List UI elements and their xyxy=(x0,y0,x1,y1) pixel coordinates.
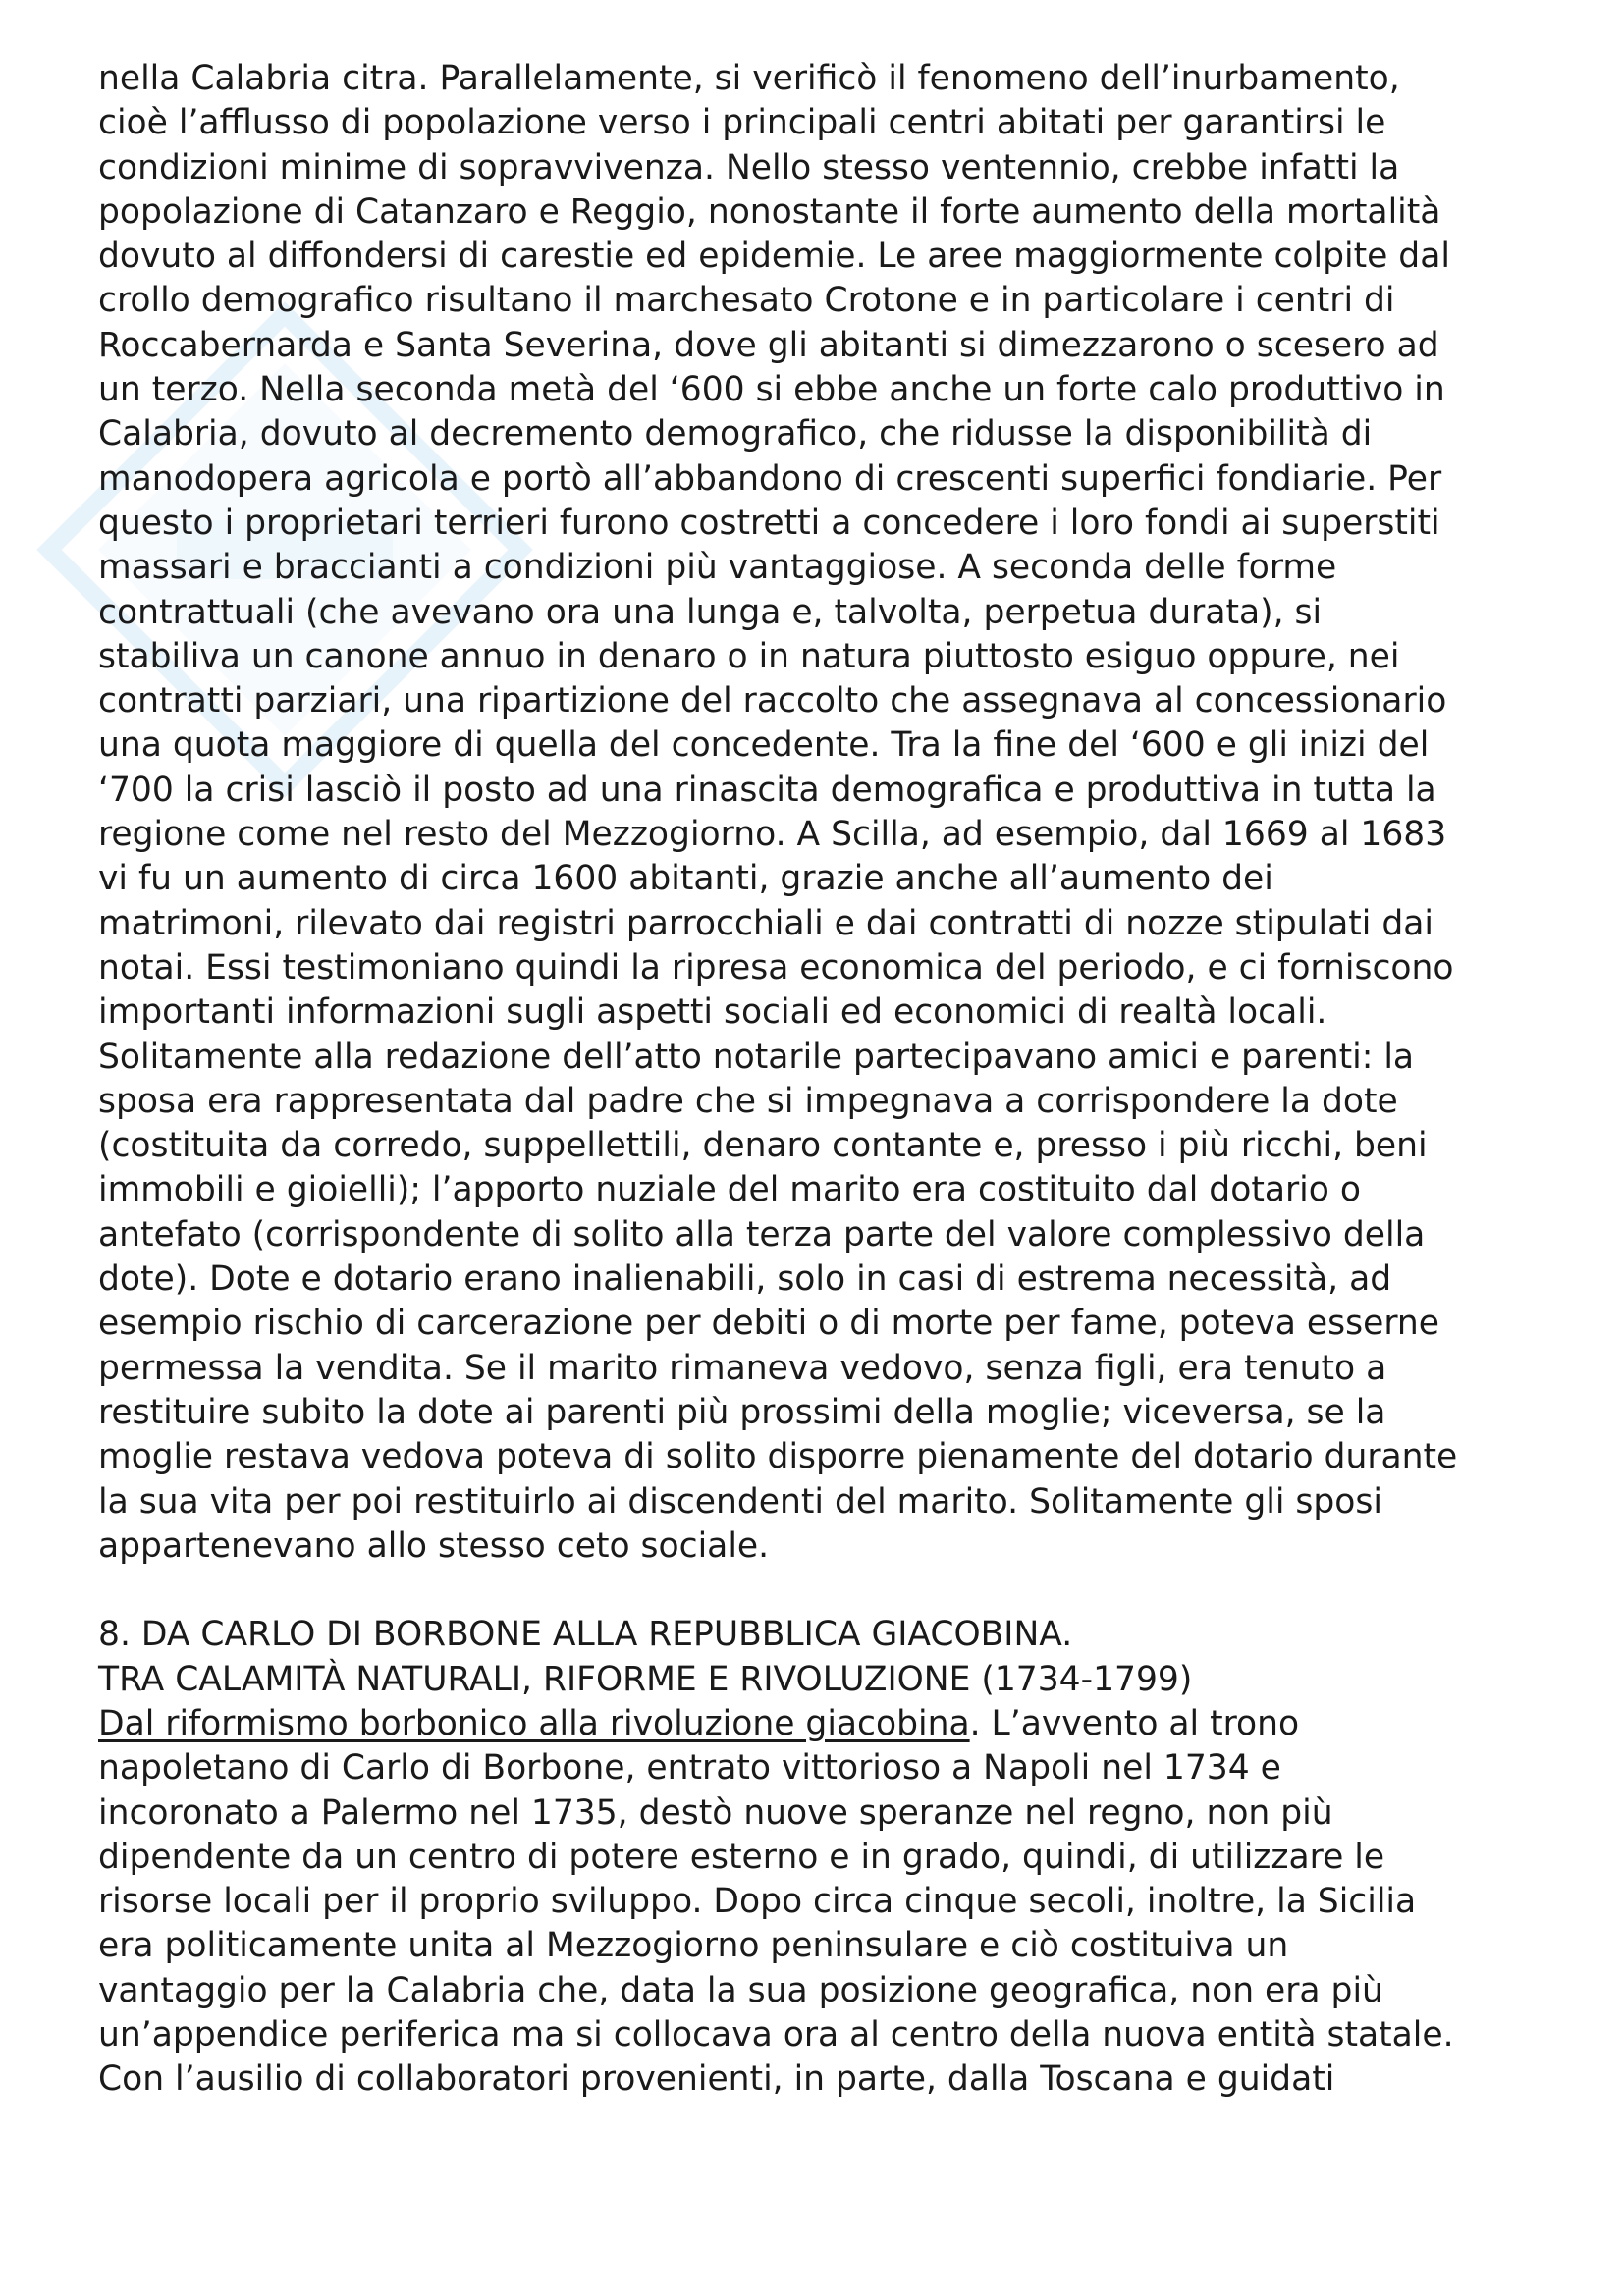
paragraph-dowry-demography: nella Calabria citra. Parallelamente, si verificò il fenomeno dell’inurbamento, cioè l’afflusso di popolazione verso i principali centri abitati per garantirsi le condizioni minime di sopravvivenza. Nello stesso ventennio, crebbe infatti la popolazione di Catanzaro e Reggio, nonostante il forte aumento della mortalità dovuto al diffondersi di carestie ed epidemie. Le aree maggiormente colpite dal crollo demografico risultano il marchesato Crotone e in particolare i centri di Roccabernarda e Santa Severina, dove gli abitanti si dimezzarono o scesero ad un terzo. Nella seconda metà del ‘600 si ebbe anche un forte calo produttivo in Calabria, dovuto al decremento demografico, che ridusse la disponibilità di manodopera agricola e portò all’abbandono di crescenti superfici fondiarie. Per questo i proprietari terrieri furono costretti a concedere i loro fondi ai superstiti massari e braccianti a condizioni più vantaggiose. A seconda delle forme contrattuali (che avevano ora una lunga e, talvolta, perpetua durata), si stabiliva un canone annuo in denaro o in natura piuttosto esiguo oppure, nei contratti parziari, una ripartizione del raccolto che assegnava al concessionario una quota maggiore di quella del concedente. Tra la fine del ‘600 e gli inizi del ‘700 la crisi lasciò il posto ad una rinascita demografica e produttiva in tutta la regione come nel resto del Mezzogiorno. A Scilla, ad esempio, dal 1669 al 1683 vi fu un aumento di circa 1600 abitanti, grazie anche all’aumento dei matrimoni, rilevato dai registri parrocchiali e dai contratti di nozze stipulati dai notai. Essi testimoniano quindi la ripresa economica del periodo, e ci forniscono importanti informazioni sugli aspetti sociali ed economici di realtà locali. Solitamente alla redazione dell’atto notarile partecipavano amici e parenti: la sposa era rappresentata dal padre che si impegnava a corrispondere la dote (costituita da corredo, suppellettili, denaro contante e, presso i più ricchi, beni immobili e gioielli); l’apporto nuziale del marito era costituito dal dotario o antefato (corrispondente di solito alla terza parte del valore complessivo della dote). Dote e dotario erano inalienabili, solo in casi di estrema necessità, ad esempio rischio di carcerazione per debiti o di morte per fame, poteva esserne permessa la vendita. Se il marito rimaneva vedovo, senza figli, era tenuto a restituire subito la dote ai parenti più prossimi della moglie; viceversa, se la moglie restava vedova poteva di solito disporre pienamente del dotario durante la sua vita per poi restituirlo ai discendenti del marito. Solitamente gli sposi appartenevano allo stesso ceto sociale. xyxy=(98,59,1458,1566)
section-heading-line-2: TRA CALAMITÀ NATURALI, RIFORME E RIVOLUZIONE (1734-1799) xyxy=(98,1659,1193,1699)
section-paragraph xyxy=(98,1702,1551,2103)
section-body-text: . L’avvento al trono napoletano di Carlo di Borbone, entrato vittorioso a Napoli nel 1734 e incoronato a Palermo nel 1735, destò nuove speranze nel regno, non più dipendente da un centro di potere esterno e in grado, quindi, di utilizzare le risorse locali per il proprio sviluppo. Dopo circa cinque secoli, inoltre, la Sicilia era politicamente unita al Mezzogiorno peninsulare e ciò costituiva un vantaggio per la Calabria che, data la sua posizione geografica, non era più un’appendice periferica ma si collocava ora al centro della nuova entità statale. Con l’ausilio di collaboratori provenienti, in parte, dalla Toscana e guidati xyxy=(98,1703,1454,2100)
section-heading-line-1: 8. DA CARLO DI BORBONE ALLA REPUBBLICA GIACOBINA. xyxy=(98,1615,1073,1655)
paragraph-gap xyxy=(98,1569,1551,1613)
document-body xyxy=(98,57,1551,2103)
section-subtitle: Dal riformismo borbonico alla rivoluzione giacobina xyxy=(98,1703,970,1743)
